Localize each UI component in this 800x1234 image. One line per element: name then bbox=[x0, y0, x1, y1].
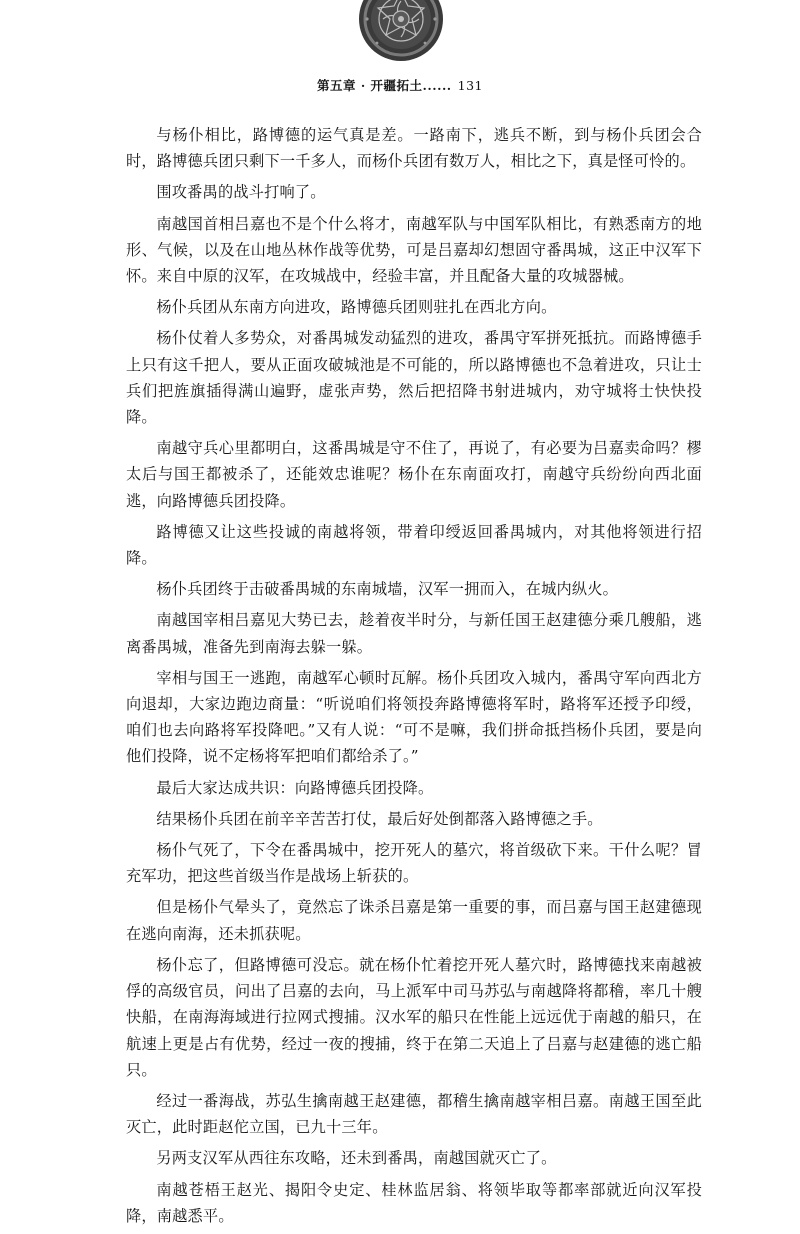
paragraph: 南越守兵心里都明白，这番禺城是守不住了，再说了，有必要为吕嘉卖命吗？樛太后与国王都被杀了，还能效忠谁呢？杨仆在东南面攻打，南越守兵纷纷向西北面逃，向路博德兵团投降。 bbox=[126, 439, 702, 510]
paragraph: 经过一番海战，苏弘生擒南越王赵建德，都稽生擒南越宰相吕嘉。南越王国至此灭亡，此时距赵佗立国，已九十三年。 bbox=[126, 1091, 702, 1137]
paragraph: 南越苍梧王赵光、揭阳令史定、桂林监居翁、将领毕取等都率部就近向汉军投降，南越悉平。 bbox=[126, 1180, 702, 1225]
paragraph: 最后大家达成共识：向路博德兵团投降。 bbox=[156, 778, 434, 797]
paragraph: 结果杨仆兵团在前辛辛苦苦打仗，最后好处倒都落入路博德之手。 bbox=[156, 809, 603, 828]
running-header bbox=[0, 76, 800, 94]
paragraph: 南越国宰相吕嘉见大势已去，趁着夜半时分，与新任国王赵建德分乘几艘船，逃离番禺城，准备先到南海去躲一躲。 bbox=[126, 611, 702, 656]
paragraph: 围攻番禺的战斗打响了。 bbox=[156, 183, 326, 202]
page-number: 131 bbox=[457, 78, 484, 93]
paragraph: 杨仆仗着人多势众，对番禺城发动猛烈的进攻，番禺守军拼死抵抗。而路博德手上只有这千把人，要从正面攻破城池是不可能的，所以路博德也不急着进攻，只让士兵们把旌旗插得满山遍野，虚张声势，然后把招降书射进城内，劝守城将士快快投降。 bbox=[126, 329, 702, 427]
paragraph: 南越国首相吕嘉也不是个什么将才，南越军队与中国军队相比，有熟悉南方的地形、气候，以及在山地丛林作战等优势，可是吕嘉却幻想固守番禺城，这正中汉军下怀。来自中原的汉军，在攻城战中，经验丰富，并且配备大量的攻城器械。 bbox=[126, 214, 702, 286]
body-text bbox=[126, 122, 702, 1234]
paragraph: 杨仆兵团终于击破番禺城的东南城墙，汉军一拥而入，在城内纵火。 bbox=[156, 580, 619, 599]
paragraph: 路博德又让这些投诚的南越将领，带着印绶返回番禺城内，对其他将领进行招降。 bbox=[126, 522, 702, 568]
paragraph: 与杨仆相比，路博德的运气真是差。一路南下，逃兵不断，到与杨仆兵团会合时，路博德兵团只剩下一千多人，而杨仆兵团有数万人，相比之下，真是怪可怜的。 bbox=[126, 126, 702, 171]
paragraph: 杨仆兵团从东南方向进攻，路博德兵团则驻扎在西北方向。 bbox=[156, 298, 557, 317]
paragraph: 另两支汉军从西往东攻略，还未到番禺，南越国就灭亡了。 bbox=[156, 1149, 557, 1168]
paragraph: 宰相与国王一逃跑，南越军心顿时瓦解。杨仆兵团攻入城内，番禺守军向西北方向退却，大家边跑边商量：“听说咱们将领投奔路博德将军时，路将军还授予印绶，咱们也去向路将军投降吧。”又有人说：“可不是嘛，我们拼命抵挡杨仆兵团，要是向他们投降，说不定杨将军把咱们都给杀了。” bbox=[126, 668, 702, 766]
paragraph: 但是杨仆气晕头了，竟然忘了诛杀吕嘉是第一重要的事，而吕嘉与国王赵建德现在逃向南海，还未抓获呢。 bbox=[126, 898, 702, 943]
bronze-mirror-icon bbox=[358, 0, 444, 62]
chapter-title: 第五章 · 开疆拓土...... bbox=[316, 78, 452, 93]
paragraph: 杨仆气死了，下令在番禺城中，挖开死人的墓穴，将首级砍下来。干什么呢？冒充军功，把这些首级当作是战场上斩获的。 bbox=[126, 841, 702, 886]
ornament-graphic bbox=[358, 0, 444, 62]
paragraph: 杨仆忘了，但路博德可没忘。就在杨仆忙着挖开死人墓穴时，路博德找来南越被俘的高级官员，问出了吕嘉的去向，马上派军中司马苏弘与南越降将都稽，率几十艘快船，在南海海域进行拉网式搜捕。汉水军的船只在性能上远远优于南越的船只，在航速上更是占有优势，经过一夜的搜捕，终于在第二天追上了吕嘉与赵建德的逃亡船只。 bbox=[126, 955, 702, 1079]
